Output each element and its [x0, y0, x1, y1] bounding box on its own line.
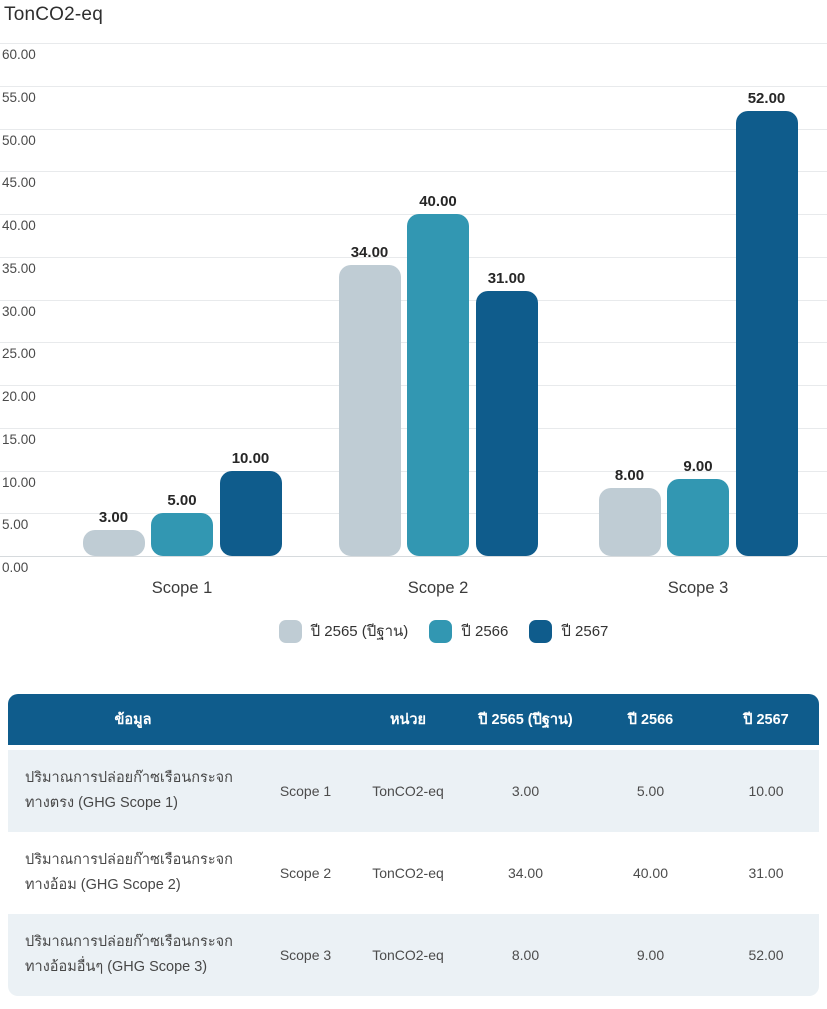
table-row: [8, 914, 819, 996]
row-unit-cell: TonCO2-eq: [353, 914, 463, 996]
bar-scope1-series2: [220, 471, 282, 557]
bar-scope3-series0: [599, 488, 661, 556]
row-scope-cell: Scope 2: [279, 865, 332, 881]
y-tick-label: 15.00: [2, 431, 36, 447]
legend-item: [279, 619, 409, 643]
gridline: [0, 129, 827, 130]
legend-label: ปี 2565 (ปีฐาน): [310, 623, 409, 640]
row-value-cell-2567: 31.00: [748, 865, 784, 881]
row-value-cell-2566: 9.00: [588, 914, 713, 996]
chart-legend: [0, 619, 827, 643]
bar-scope1-series1: [151, 513, 213, 556]
legend-swatch: [429, 620, 452, 643]
y-tick-label: 60.00: [2, 47, 36, 62]
bar-value-label: 52.00: [747, 90, 786, 108]
row-value-cell-2566: 40.00: [632, 865, 669, 881]
bar-value-label: 40.00: [419, 193, 457, 210]
x-category-label: Scope 1: [151, 579, 213, 597]
gridline: [0, 556, 827, 557]
table-row: [8, 832, 819, 914]
row-scope-cell: Scope 3: [258, 914, 353, 996]
row-scope-cell: Scope 1: [258, 750, 353, 832]
row-description-cell: ปริมาณการปล่อยก๊าซเรือนกระจก ทางอ้อม (GHG Scope 2): [25, 852, 233, 893]
column-header-data: ข้อมูล: [8, 694, 258, 750]
bar-scope1-series0: [83, 530, 145, 556]
row-value-cell-2565: 8.00: [463, 914, 588, 996]
y-tick-label: 25.00: [2, 346, 36, 362]
legend-label: ปี 2566: [461, 623, 509, 640]
y-tick-label: 35.00: [2, 260, 36, 276]
legend-item: [529, 619, 608, 643]
bar-value-label: 8.00: [614, 466, 645, 484]
column-header-year-2567: ปี 2567: [713, 694, 819, 750]
table-row: [8, 750, 819, 832]
gridline: [0, 171, 827, 172]
y-tick-label: 40.00: [2, 218, 36, 233]
y-tick-label: 20.00: [2, 389, 36, 404]
bar-value-label: 5.00: [167, 492, 197, 510]
column-header-scope: [258, 694, 353, 750]
bar-scope2-series0: [339, 265, 401, 556]
gridline: [0, 43, 827, 44]
row-value-cell-2567: 10.00: [713, 750, 819, 832]
y-tick-label: 10.00: [2, 474, 36, 490]
bar-value-label: 31.00: [487, 269, 526, 287]
table-header-row: [8, 694, 819, 750]
bar-scope2-series1: [407, 214, 469, 556]
gridline: [0, 86, 827, 87]
bar-value-label: 3.00: [98, 509, 129, 527]
bar-scope2-series2: [476, 291, 538, 556]
y-tick-label: 55.00: [2, 89, 36, 105]
y-tick-label: 5.00: [2, 517, 29, 533]
legend-swatch: [279, 620, 302, 643]
row-description-cell: ปริมาณการปล่อยก๊าซเรือนกระจก ทางตรง (GHG Scope 1): [8, 750, 258, 832]
data-table: [8, 694, 819, 996]
bar-scope3-series2: [736, 111, 798, 556]
row-unit-cell: TonCO2-eq: [353, 750, 463, 832]
row-value-cell-2567: 52.00: [713, 914, 819, 996]
y-tick-label: 45.00: [2, 175, 36, 191]
row-description-cell: ปริมาณการปล่อยก๊าซเรือนกระจก ทางอ้อมอื่นๆ (GHG Scope 3): [8, 914, 258, 996]
row-value-cell-2565: 34.00: [507, 865, 544, 881]
bar-scope3-series1: [667, 479, 729, 556]
legend-item: [429, 619, 508, 643]
column-header-year-2565: ปี 2565 (ปีฐาน): [463, 694, 588, 750]
bar-value-label: 34.00: [350, 244, 389, 262]
column-header-year-2566: ปี 2566: [588, 694, 713, 750]
bar-value-label: 10.00: [231, 449, 270, 467]
row-value-cell-2565: 3.00: [463, 750, 588, 832]
y-tick-label: 0.00: [2, 560, 29, 575]
x-category-label: Scope 2: [407, 579, 469, 597]
column-header-unit: หน่วย: [353, 694, 463, 750]
y-tick-label: 50.00: [2, 132, 36, 148]
bar-value-label: 9.00: [683, 458, 713, 476]
row-unit-cell: TonCO2-eq: [372, 865, 444, 881]
y-tick-label: 30.00: [2, 303, 36, 319]
row-value-cell-2566: 5.00: [588, 750, 713, 832]
chart-title: TonCO2-eq: [4, 4, 103, 25]
x-category-label: Scope 3: [667, 579, 729, 597]
ghg-data-table: [8, 694, 819, 996]
legend-label: ปี 2567: [561, 623, 609, 640]
legend-swatch: [529, 620, 552, 643]
